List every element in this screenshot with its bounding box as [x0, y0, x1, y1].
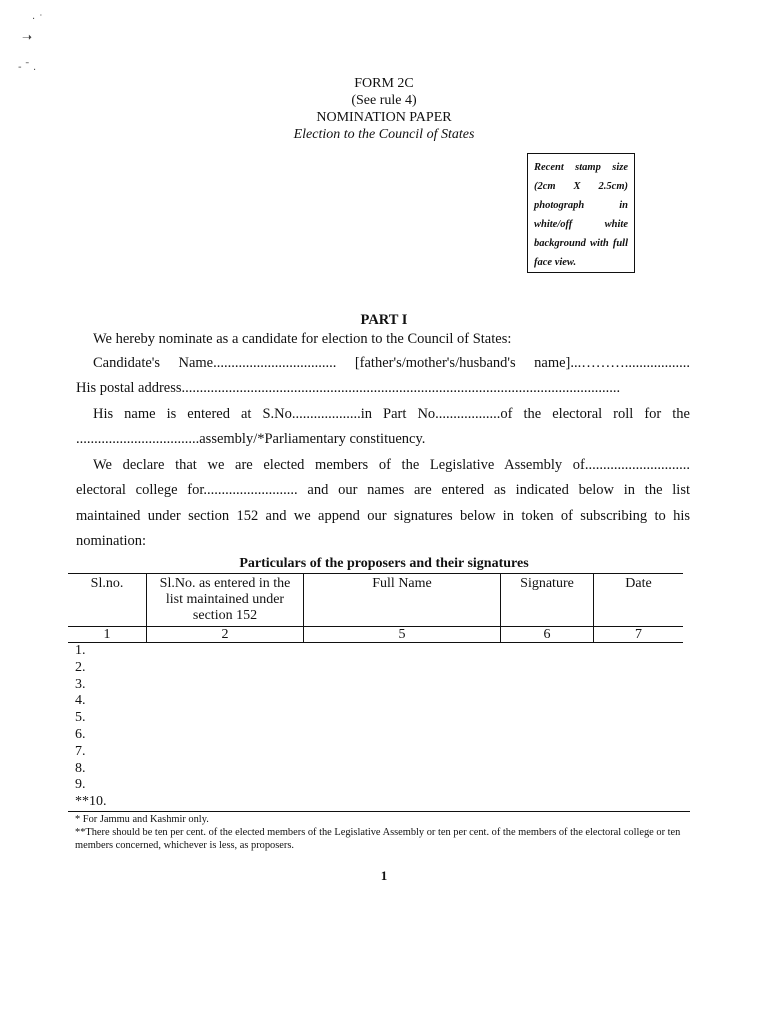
nomination-line: We hereby nominate as a candidate for election to the Council of States: [93, 331, 512, 347]
column-header-signature: Signature [501, 574, 594, 627]
form-number: FORM 2C [354, 76, 414, 91]
table-row: 6. [75, 726, 86, 742]
table-row: 4. [75, 693, 86, 709]
table-row: 2. [75, 659, 86, 675]
column-number: 2 [147, 627, 304, 643]
column-header-date: Date [594, 574, 684, 627]
rule-reference: (See rule 4) [351, 93, 417, 108]
declaration-line-1: We declare that we are elected members of the Legislative Assembly of............................. [93, 457, 690, 473]
column-header-slno: Sl.no. [68, 574, 147, 627]
candidate-name-line: Candidate's Name.................................. [father's/mother's/husband's name]...……….................. [93, 355, 690, 371]
form-title: NOMINATION PAPER [316, 110, 452, 125]
footnote-proposers: **There should be ten per cent. of the elected members of the Legislative Assembly or ten per cent. of the members of the electoral college or ten members concerned, whichever is less, as proposers. [75, 827, 681, 851]
constituency-line: ..................................assembly/*Parliamentary constituency. [76, 431, 426, 447]
part-heading: PART I [360, 312, 408, 328]
table-row: 3. [75, 676, 86, 692]
footnote-jammu-kashmir: * For Jammu and Kashmir only. [75, 814, 209, 825]
column-number: 5 [304, 627, 501, 643]
scan-speck: - ˉ . [18, 62, 37, 73]
proposer-rows [75, 643, 107, 811]
proposers-table [68, 573, 683, 643]
column-number: 6 [501, 627, 594, 643]
table-row: **10. [75, 794, 107, 810]
table-row: 1. [75, 643, 86, 658]
form-subtitle: Election to the Council of States [293, 127, 475, 142]
table-row: 8. [75, 760, 86, 776]
table-row: 7. [75, 743, 86, 759]
page-number: 1 [380, 868, 388, 883]
table-caption: Particulars of the proposers and their signatures [239, 556, 529, 571]
declaration-line-4: nomination: [76, 533, 147, 549]
column-header-full-name: Full Name [304, 574, 501, 627]
scan-speck: · ˙ [32, 14, 44, 25]
column-header-list-slno: Sl.No. as entered in the list maintained under section 152 [147, 574, 304, 627]
column-number-row [68, 627, 683, 643]
photograph-instructions: Recent stamp size (2cm X 2.5cm) photograph in white/off white background with full face view. [534, 162, 628, 268]
photograph-box [527, 153, 635, 273]
declaration-line-2: electoral college for.......................... and our names are entered as indicated below in the list [76, 482, 690, 498]
scan-speck: ➝ [22, 30, 33, 44]
column-number: 7 [594, 627, 684, 643]
table-header-row [68, 574, 683, 627]
postal-address-line: His postal address......................................................................................................................... [76, 380, 621, 396]
footnote-divider [68, 811, 690, 812]
declaration-line-3: maintained under section 152 and we append our signatures below in token of subscribing to his [76, 508, 690, 524]
table-row: 9. [75, 777, 86, 793]
electoral-roll-line: His name is entered at S.No...................in Part No..................of the electoral roll for the [93, 406, 690, 422]
table-row: 5. [75, 710, 86, 726]
column-number: 1 [68, 627, 147, 643]
